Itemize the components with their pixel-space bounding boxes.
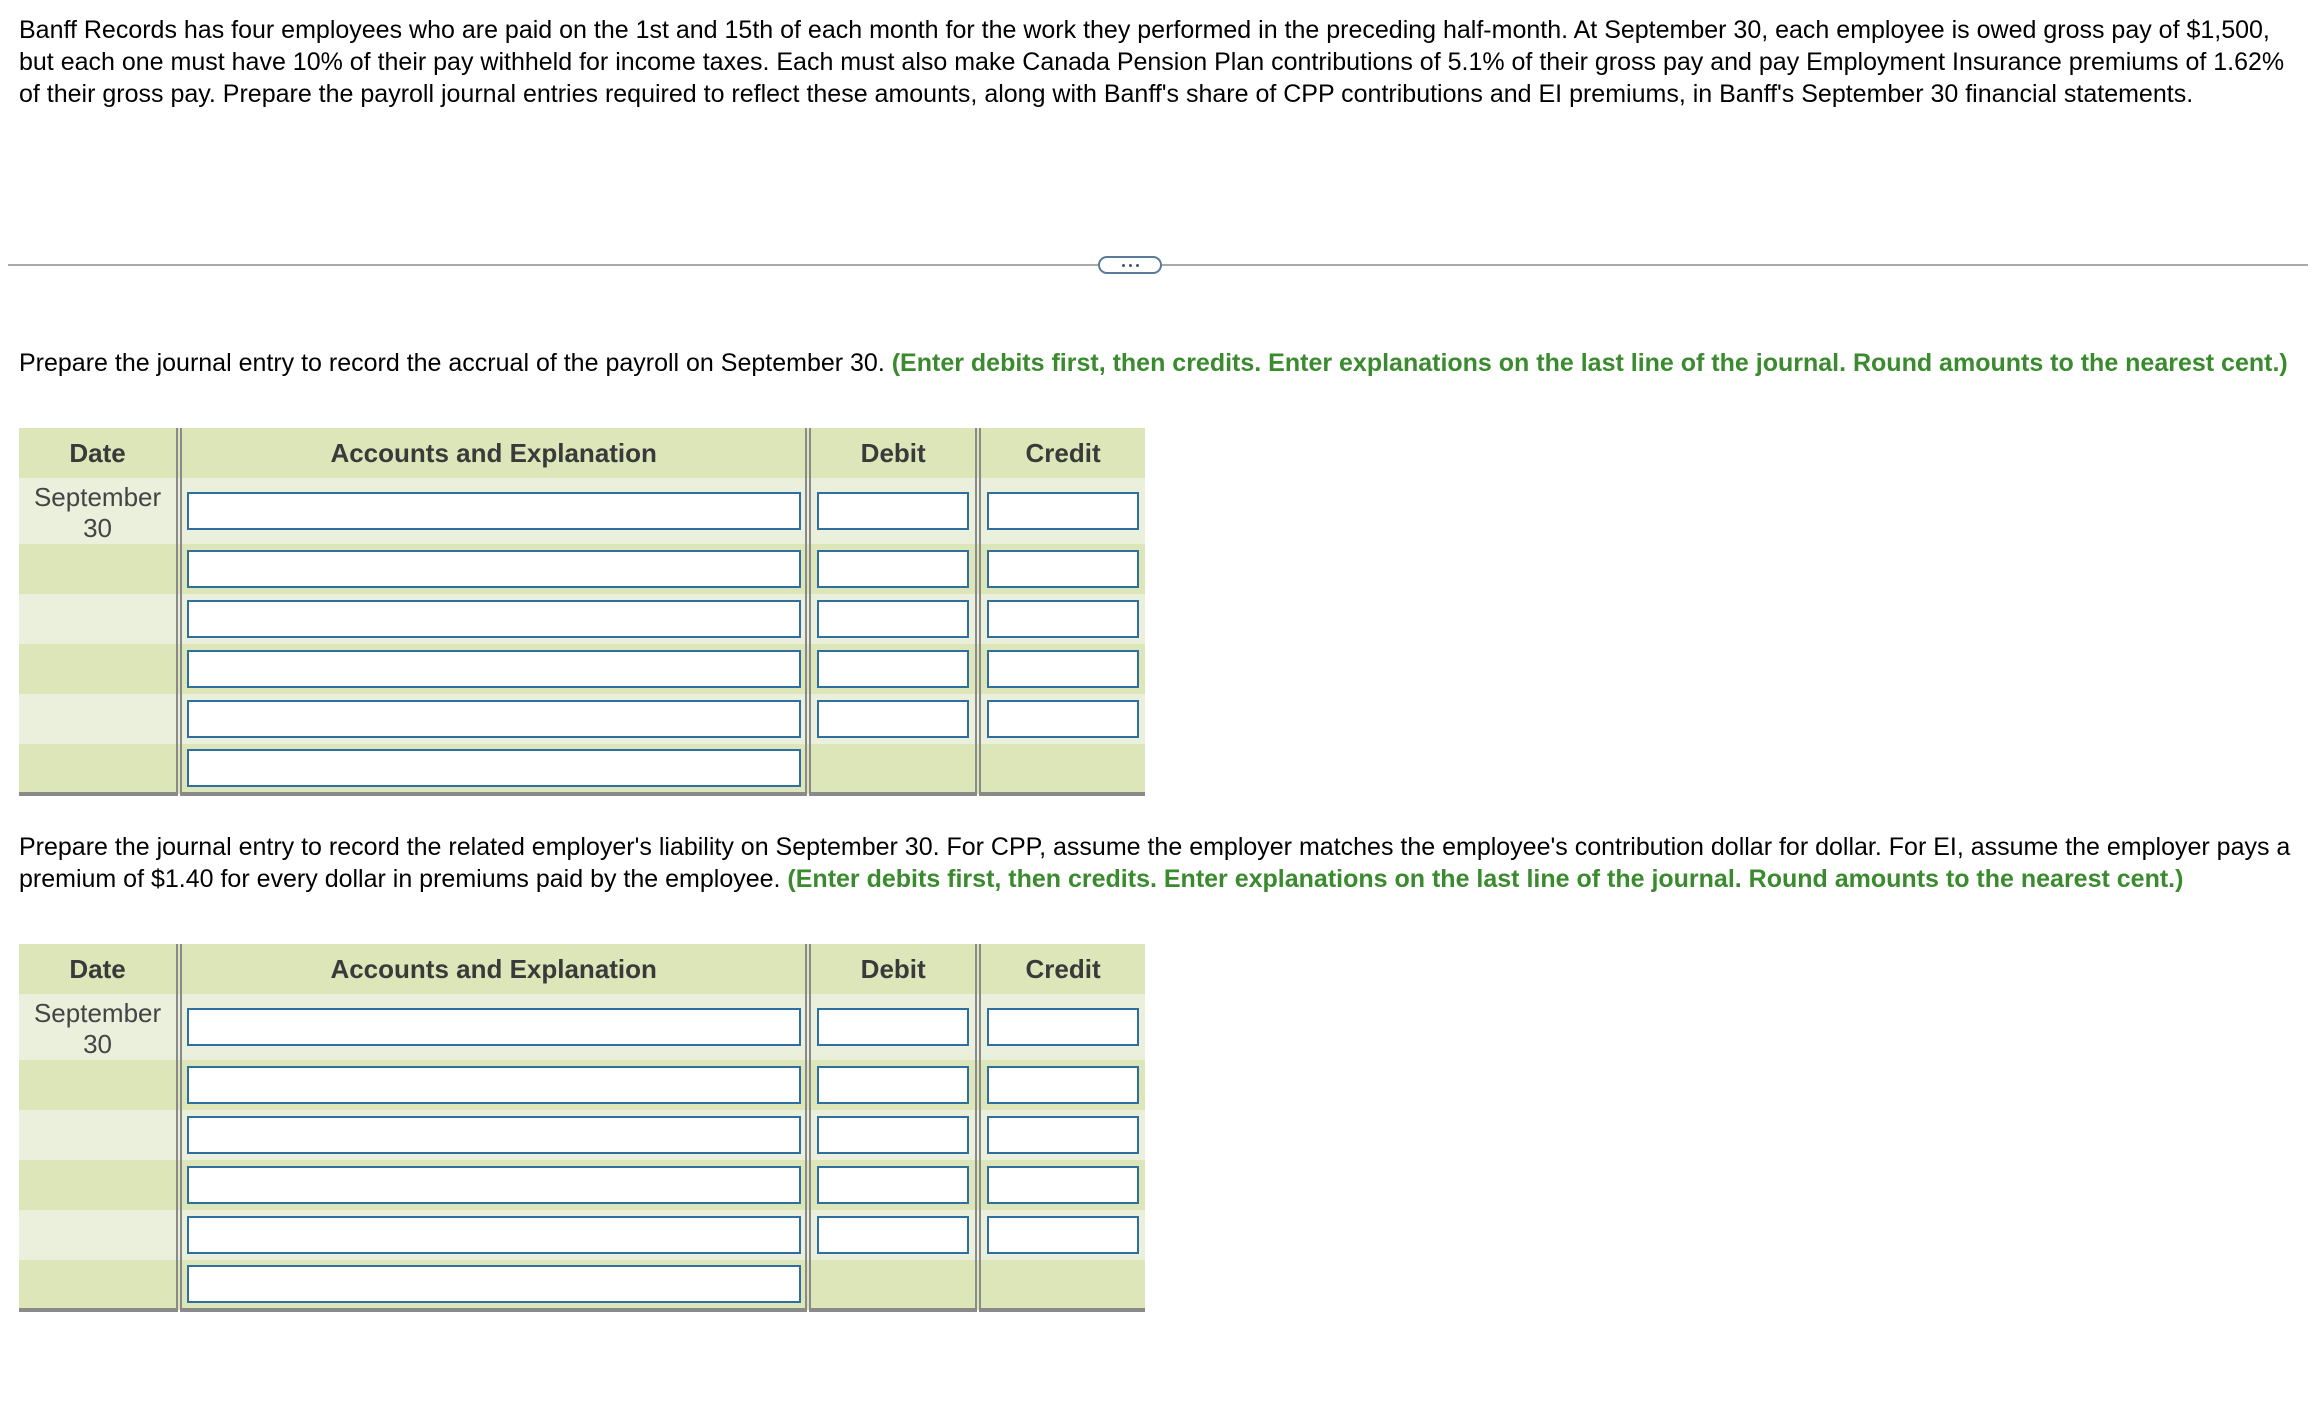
dot-icon [1129, 264, 1132, 267]
dot-icon [1122, 264, 1125, 267]
explanation-input[interactable] [187, 1265, 801, 1303]
debit-input[interactable] [817, 700, 969, 738]
date-cell [19, 744, 179, 794]
journal-row [19, 1110, 1145, 1160]
part1-hint: (Enter debits first, then credits. Enter explanations on the last line of the journal. Round amounts to the nearest cent.) [891, 349, 2288, 377]
date-cell [19, 694, 179, 744]
explanation-input[interactable] [187, 749, 801, 787]
account-input[interactable] [187, 1066, 801, 1104]
account-input[interactable] [187, 1216, 801, 1254]
credit-input[interactable] [987, 1066, 1139, 1104]
date-cell [19, 478, 179, 544]
debit-input[interactable] [817, 1008, 969, 1046]
header-debit: Debit [808, 944, 978, 994]
journal-row [19, 994, 1145, 1060]
account-input[interactable] [187, 600, 801, 638]
journal-row [19, 544, 1145, 594]
account-input[interactable] [187, 1166, 801, 1204]
journal-row [19, 694, 1145, 744]
header-date: Date [19, 944, 179, 994]
debit-input[interactable] [817, 650, 969, 688]
date-day: 30 [83, 1029, 113, 1059]
account-input[interactable] [187, 550, 801, 588]
debit-input[interactable] [817, 492, 969, 530]
journal-row [19, 478, 1145, 544]
header-accounts: Accounts and Explanation [179, 428, 808, 478]
header-accounts: Accounts and Explanation [179, 944, 808, 994]
journal-row [19, 1060, 1145, 1110]
explanation-row [19, 744, 1145, 794]
date-cell [19, 1260, 179, 1310]
explanation-row [19, 1260, 1145, 1310]
credit-input[interactable] [987, 600, 1139, 638]
header-debit: Debit [808, 428, 978, 478]
part2-hint: (Enter debits first, then credits. Enter explanations on the last line of the journal. Round amounts to the nearest cent.) [787, 865, 2184, 893]
debit-input[interactable] [817, 600, 969, 638]
date-cell [19, 994, 179, 1060]
credit-input[interactable] [987, 1166, 1139, 1204]
header-date: Date [19, 428, 179, 478]
journal-row [19, 1160, 1145, 1210]
journal-row [19, 644, 1145, 694]
date-cell [19, 1110, 179, 1160]
part2-instruction [19, 831, 2299, 895]
credit-input[interactable] [987, 1116, 1139, 1154]
debit-input[interactable] [817, 1216, 969, 1254]
date-month: September [33, 482, 162, 512]
date-cell [19, 1160, 179, 1210]
account-input[interactable] [187, 700, 801, 738]
date-month: September [33, 998, 162, 1028]
debit-input[interactable] [817, 1066, 969, 1104]
account-input[interactable] [187, 1008, 801, 1046]
date-day: 30 [83, 513, 113, 543]
account-input[interactable] [187, 492, 801, 530]
header-credit: Credit [978, 428, 1145, 478]
show-more-button[interactable] [1098, 256, 1162, 274]
credit-input[interactable] [987, 1008, 1139, 1046]
part2-instruction-text: Prepare the journal entry to record the related employer's liability on September 30. For CPP, assume the employer matches the employee's contribution dollar for dollar. For EI, assume the employer pays a premium of $1.40 for every dollar in premiums paid by the employee. [19, 833, 2291, 893]
date-cell [19, 544, 179, 594]
credit-input[interactable] [987, 492, 1139, 530]
dot-icon [1136, 264, 1139, 267]
journal-table-2 [19, 944, 1145, 1312]
debit-input[interactable] [817, 1166, 969, 1204]
credit-input[interactable] [987, 1216, 1139, 1254]
journal-row [19, 594, 1145, 644]
debit-input[interactable] [817, 1116, 969, 1154]
date-cell [19, 1210, 179, 1260]
date-cell [19, 644, 179, 694]
account-input[interactable] [187, 650, 801, 688]
problem-text: Banff Records has four employees who are paid on the 1st and 15th of each month for the work they performed in the preceding half-month. At September 30, each employee is owed gross pay of $1,500, but each one must have 10% of their pay withheld for income taxes. Each must also make Canada Pension Plan contributions of 5.1% of their gross pay and pay Employment Insurance premiums of 1.62% of their gross pay. Prepare the payroll journal entries required to reflect these amounts, along with Banff's share of CPP contributions and EI premiums, in Banff's September 30 financial statements. [19, 16, 2285, 108]
credit-input[interactable] [987, 550, 1139, 588]
date-cell [19, 1060, 179, 1110]
part1-instruction [19, 347, 2299, 379]
account-input[interactable] [187, 1116, 801, 1154]
credit-input[interactable] [987, 700, 1139, 738]
journal-table-1 [19, 428, 1145, 796]
credit-input[interactable] [987, 650, 1139, 688]
journal-row [19, 1210, 1145, 1260]
header-credit: Credit [978, 944, 1145, 994]
part1-instruction-text: Prepare the journal entry to record the accrual of the payroll on September 30. [19, 349, 892, 377]
debit-input[interactable] [817, 550, 969, 588]
date-cell [19, 594, 179, 644]
